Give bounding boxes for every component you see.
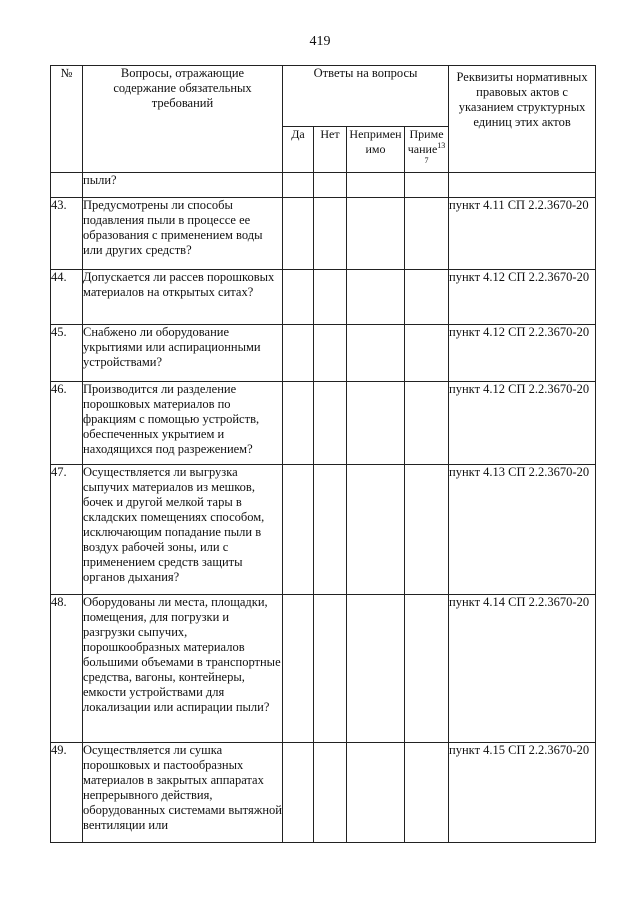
row-question: Допускается ли рассев порошковых материалов на открытых ситах? (83, 270, 283, 325)
header-requisites: Реквизиты нормативных правовых актов с указанием структурных единиц этих актов (449, 66, 596, 173)
header-note (405, 127, 449, 173)
row-question: Осуществляется ли выгрузка сыпучих материалов из мешков, бочек и другой мелкой тары в складских помещениях способом, исключающим попадание пыли в воздух рабочей зоны, или с применением средств защиты органов дыхания? (83, 465, 283, 595)
row-number: 45. (51, 325, 83, 382)
header-note-text: Примечание (407, 127, 444, 156)
row-number: 47. (51, 465, 83, 595)
row-reference: пункт 4.12 СП 2.2.3670-20 (449, 270, 596, 325)
row-reference: пункт 4.14 СП 2.2.3670-20 (449, 595, 596, 743)
header-not-applicable: Неприменимо (347, 127, 405, 173)
header-answers: Ответы на вопросы (283, 66, 449, 127)
header-number: № (51, 66, 83, 173)
row-reference: пункт 4.11 СП 2.2.3670-20 (449, 198, 596, 270)
header-yes: Да (283, 127, 314, 173)
row-number: 44. (51, 270, 83, 325)
table-row (51, 198, 596, 270)
row-question: Осуществляется ли сушка порошковых и пастообразных материалов в закрытых аппаратах непрерывного действия, оборудованных системами вытяжной вентиляции или (83, 743, 283, 843)
table-row (51, 270, 596, 325)
row-question: пыли? (83, 173, 283, 198)
table-row (51, 465, 596, 595)
row-reference: пункт 4.13 СП 2.2.3670-20 (449, 465, 596, 595)
row-question: Оборудованы ли места, площадки, помещения, для погрузки и разгрузки сыпучих, порошкообразных материалов большими объемами в транспортные средства, вагоны, контейнеры, емкости устройствами для локализации или аспирации пыли? (83, 595, 283, 743)
requirements-table (50, 65, 596, 843)
row-question: Производится ли разделение порошковых материалов по фракциям с помощью устройств, обеспеченных укрытием и находящихся под разрежением? (83, 382, 283, 465)
table-row (51, 595, 596, 743)
table-row (51, 382, 596, 465)
header-note-footnote: 137 (424, 141, 446, 165)
table-row (51, 173, 596, 198)
row-reference: пункт 4.12 СП 2.2.3670-20 (449, 382, 596, 465)
header-question: Вопросы, отражающие содержание обязательных требований (83, 66, 283, 173)
row-number: 49. (51, 743, 83, 843)
row-question: Предусмотрены ли способы подавления пыли в процессе ее образования с применением воды или других средств? (83, 198, 283, 270)
row-number: 48. (51, 595, 83, 743)
table-row (51, 743, 596, 843)
row-reference: пункт 4.15 СП 2.2.3670-20 (449, 743, 596, 843)
row-number (51, 173, 83, 198)
row-number: 46. (51, 382, 83, 465)
row-number: 43. (51, 198, 83, 270)
row-reference (449, 173, 596, 198)
header-no-answer: Нет (314, 127, 347, 173)
row-reference: пункт 4.12 СП 2.2.3670-20 (449, 325, 596, 382)
table-row (51, 325, 596, 382)
row-question: Снабжено ли оборудование укрытиями или аспирационными устройствами? (83, 325, 283, 382)
page-number: 419 (309, 34, 331, 49)
